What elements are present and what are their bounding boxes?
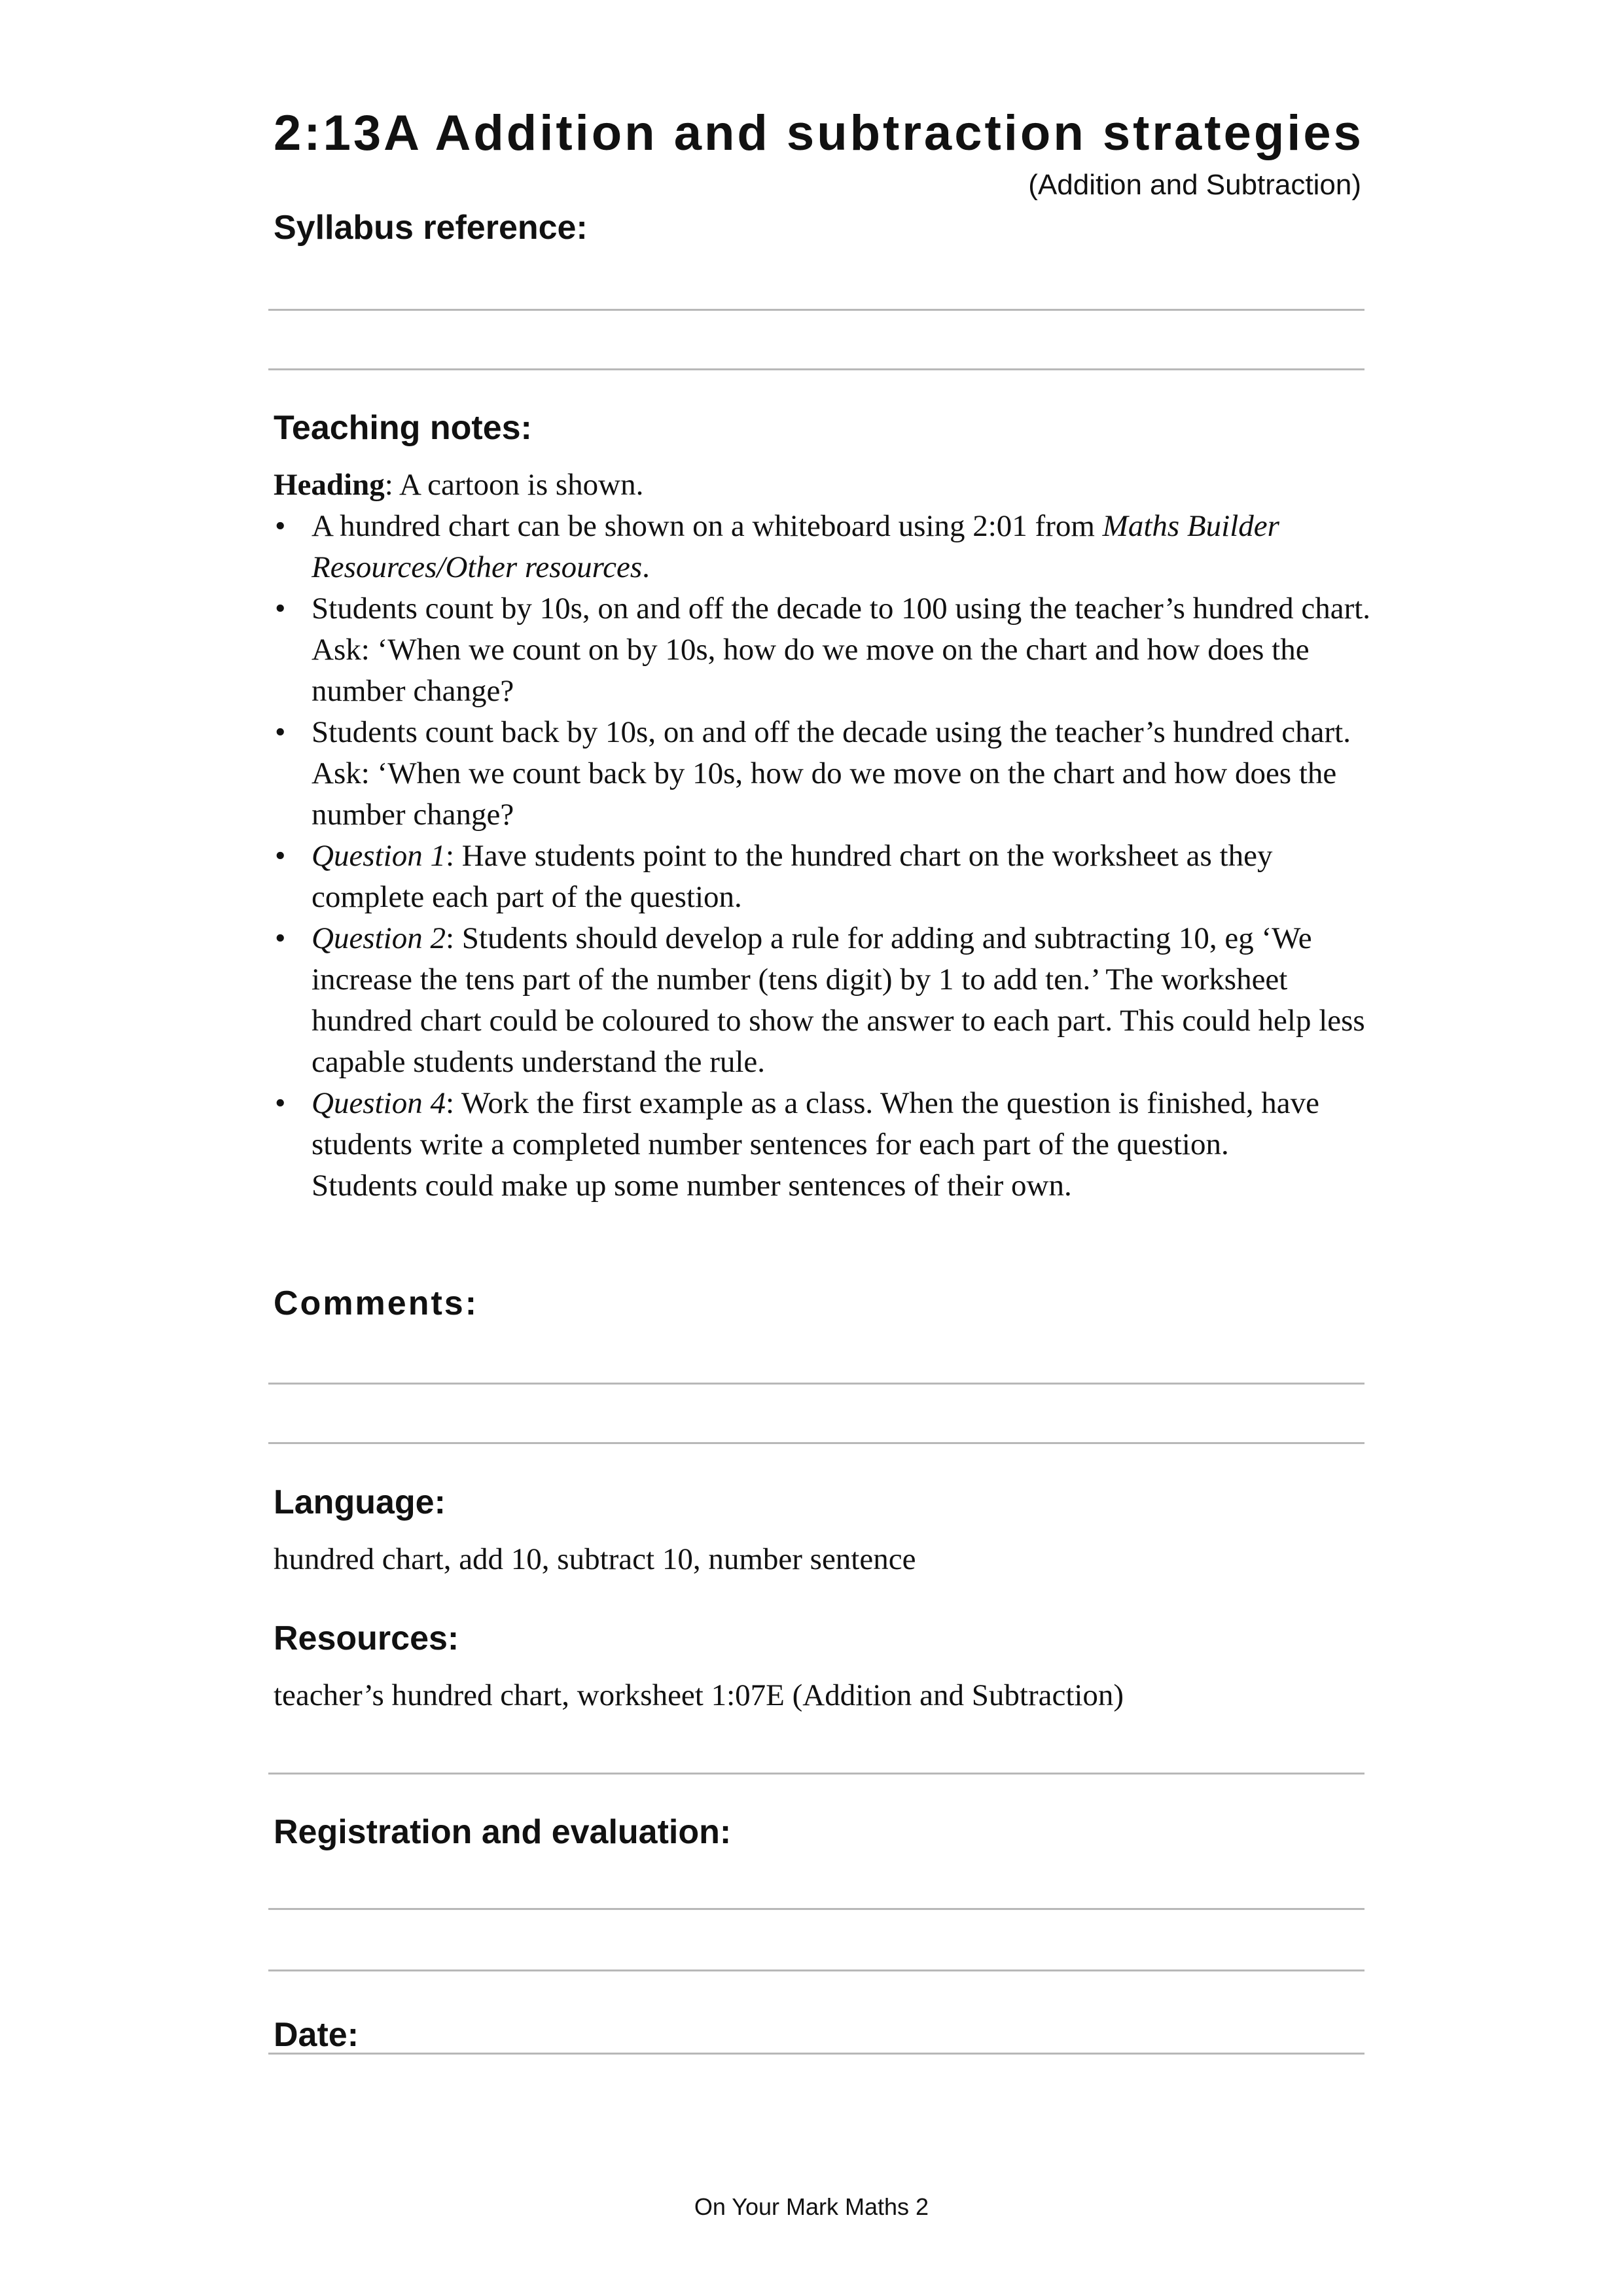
note-emphasis: Question 4 xyxy=(312,1086,446,1120)
note-emphasis: Question 2 xyxy=(312,921,446,955)
note-text: A hundred chart can be shown on a whiteboard using 2:01 from xyxy=(312,509,1103,543)
note-text: Students count by 10s, on and off the decade to 100 using the teacher’s hundred chart. Ask: ‘When we count on by 10s, how do we move on the chart and how does the number change? xyxy=(312,592,1371,708)
heading-note xyxy=(274,465,1373,506)
comments-line-1 xyxy=(268,1383,1364,1385)
resources-text: teacher’s hundred chart, worksheet 1:07E (Addition and Subtraction) xyxy=(274,1678,1124,1712)
syllabus-line-1 xyxy=(268,309,1364,311)
date-line xyxy=(268,2053,1364,2055)
note-emphasis: Question 1 xyxy=(312,839,446,873)
note-text: : Have students point to the hundred chart on the worksheet as they complete each part of the question. xyxy=(312,839,1273,914)
note-text: . xyxy=(642,550,650,584)
note-item xyxy=(274,712,1373,836)
note-text: : Work the first example as a class. When the question is finished, have students write a completed number sentences for each part of the question. xyxy=(312,1086,1319,1161)
teaching-notes-list xyxy=(274,506,1373,1165)
page-footer: On Your Mark Maths 2 xyxy=(694,2193,929,2220)
note-text: : Students should develop a rule for adding and subtracting 10, eg ‘We increase the tens part of the number (tens digit) by 1 to add ten.’ The worksheet hundred chart could be coloured to show the answer to each part. This could help less capable students understand the rule. xyxy=(312,921,1365,1079)
teaching-notes xyxy=(274,465,1373,1207)
teaching-notes-label: Teaching notes: xyxy=(274,409,532,447)
date-label: Date: xyxy=(274,2016,359,2054)
page-subtitle: (Addition and Subtraction) xyxy=(1028,169,1361,201)
language-text: hundred chart, add 10, subtract 10, number sentence xyxy=(274,1542,916,1576)
note-item xyxy=(274,836,1373,918)
language-label: Language: xyxy=(274,1483,446,1521)
syllabus-line-2 xyxy=(268,368,1364,370)
note-item xyxy=(274,506,1373,588)
resources-label: Resources: xyxy=(274,1619,459,1657)
registration-line-1 xyxy=(268,1908,1364,1910)
note-emphasis: Maths Builder Resources/Other resources xyxy=(312,509,1279,584)
registration-evaluation-label: Registration and evaluation: xyxy=(274,1813,732,1851)
comments-line-2 xyxy=(268,1442,1364,1444)
note-continuation: Students could make up some number sentences of their own. xyxy=(312,1169,1072,1203)
heading-note-label: Heading xyxy=(274,468,385,502)
resources-line xyxy=(268,1773,1364,1775)
note-text: Students count back by 10s, on and off the decade using the teacher’s hundred chart. Ask: ‘When we count back by 10s, how do we move on the chart and how does the number change? xyxy=(312,715,1351,832)
page-title: 2:13A Addition and subtraction strategies xyxy=(274,105,1364,161)
registration-line-2 xyxy=(268,1969,1364,1971)
note-item xyxy=(274,588,1373,712)
comments-label: Comments: xyxy=(274,1284,479,1322)
note-item xyxy=(274,918,1373,1083)
note-item xyxy=(274,1083,1373,1165)
syllabus-reference-label: Syllabus reference: xyxy=(274,209,588,247)
heading-note-text: : A cartoon is shown. xyxy=(384,468,644,502)
